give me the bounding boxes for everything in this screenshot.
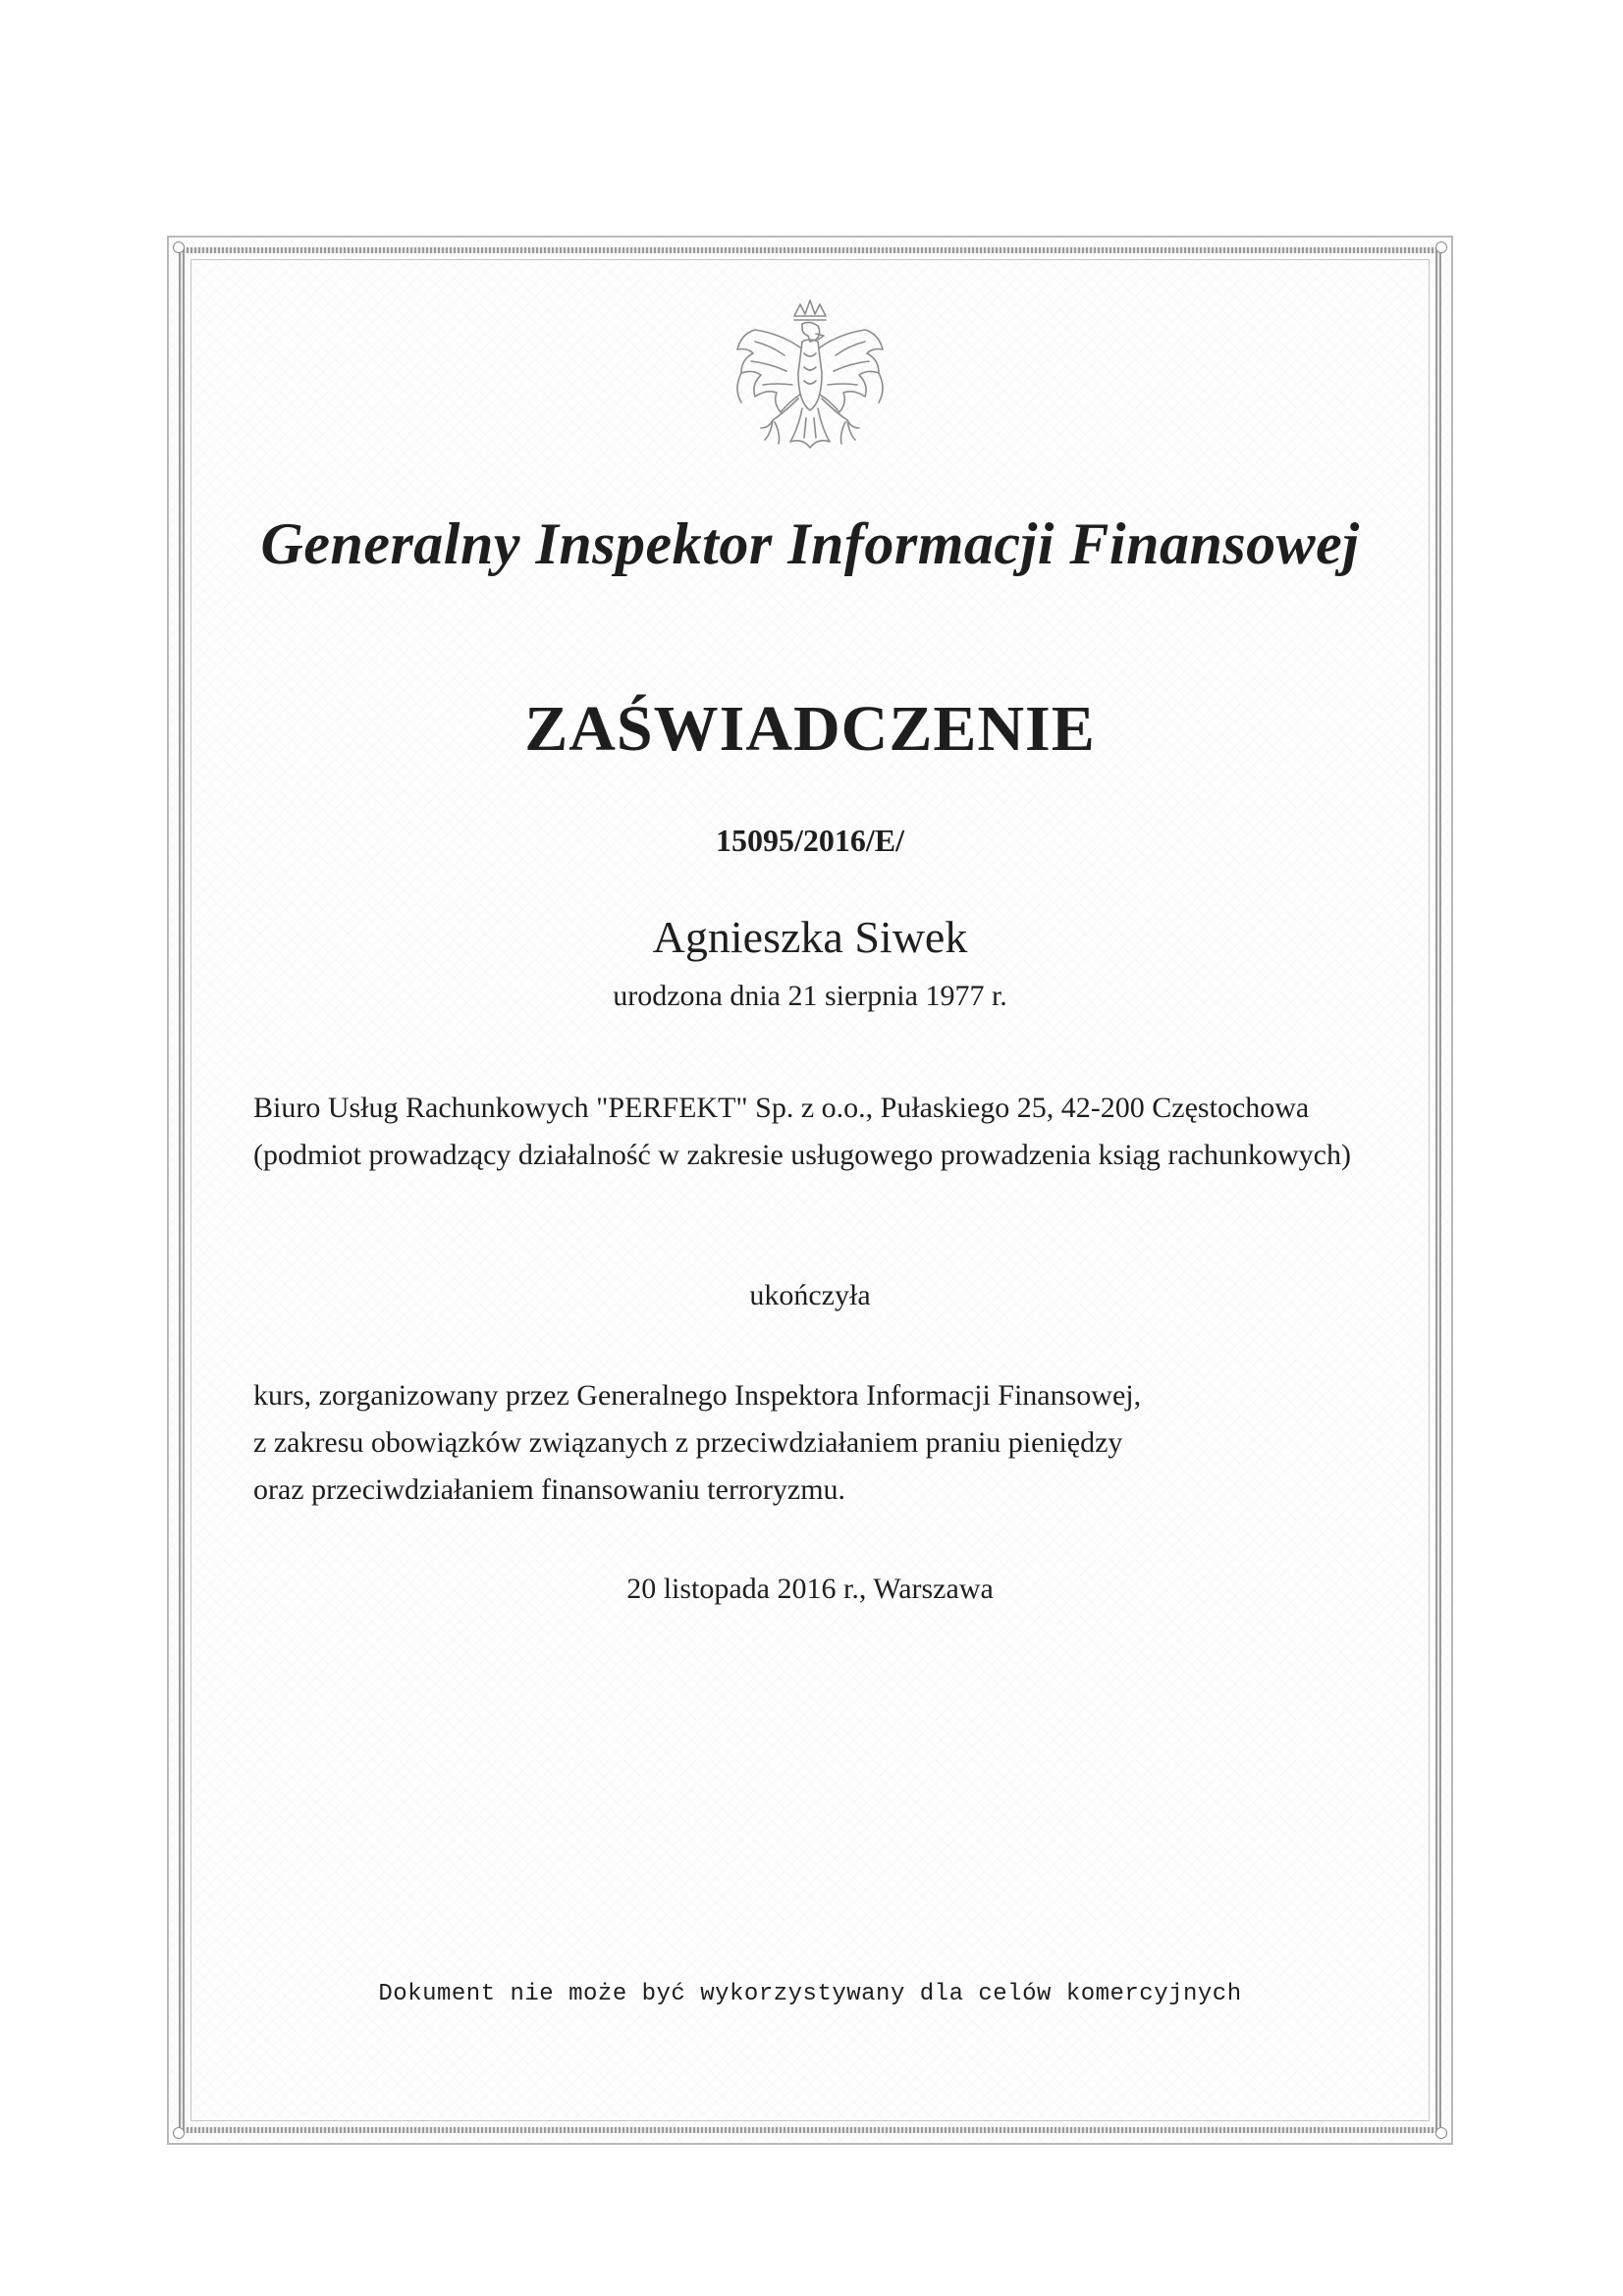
course-line: z zakresu obowiązków związanych z przeciwdziałaniem praniu pieniędzy <box>253 1426 1123 1459</box>
birth-date-line: urodzona dnia 21 sierpnia 1977 r. <box>613 980 1007 1012</box>
corner-ornament-icon <box>173 2127 185 2139</box>
course-line: oraz przeciwdziałaniem finansowaniu terroryzmu. <box>253 1473 846 1506</box>
document-title: ZAŚWIADCZENIE <box>524 693 1096 765</box>
issuer-heading: Generalny Inspektor Informacji Finansowej <box>260 511 1360 576</box>
certificate-number: 15095/2016/E/ <box>715 823 904 858</box>
polish-eagle-emblem-icon <box>712 294 908 491</box>
course-line: kurs, zorganizowany przez Generalnego Inspektora Informacji Finansowej, <box>253 1379 1142 1412</box>
usage-restriction-note: Dokument nie może być wykorzystywany dla celów komercyjnych <box>378 1981 1242 2007</box>
corner-ornament-icon <box>1435 241 1447 253</box>
course-description <box>253 1372 1373 1514</box>
corner-ornament-icon <box>173 241 185 253</box>
recipient-name: Agnieszka Siwek <box>652 912 968 962</box>
employer-description: Biuro Usług Rachunkowych "PERFEKT" Sp. z o.o., Pułaskiego 25, 42-200 Częstochowa (podmiot prowadzący działalność w zakresie usługowego prowadzenia ksiąg rachunkowych) <box>253 1092 1351 1171</box>
completed-label: ukończyła <box>749 1279 871 1311</box>
issue-date-place: 20 listopada 2016 r., Warszawa <box>626 1573 994 1605</box>
corner-ornament-icon <box>1435 2127 1447 2139</box>
